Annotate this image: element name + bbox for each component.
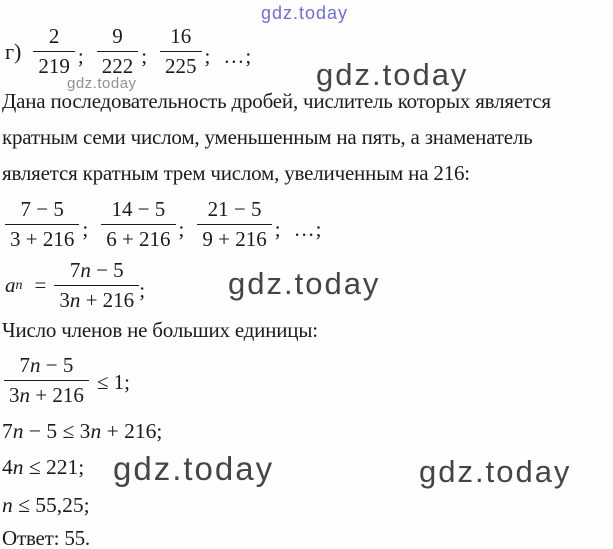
fraction-denominator: 3 + 216 [10, 227, 75, 251]
fraction-denominator: 219 [38, 54, 70, 78]
fraction-numerator: 2 [33, 24, 75, 52]
fraction-denominator: 3n + 216 [9, 383, 84, 407]
fraction-numerator: 14 − 5 [101, 197, 175, 225]
separator: ; [141, 44, 148, 68]
separator: ; [204, 44, 211, 68]
watermark-top: gdz.today [261, 3, 349, 23]
solution-step-3: n ≤ 55,25; [2, 493, 90, 517]
watermark-under-fractions: gdz.today [67, 75, 137, 92]
fraction-numerator: 7n − 5 [54, 258, 139, 286]
fraction [5, 197, 79, 252]
fraction-numerator: 7 − 5 [5, 197, 79, 225]
watermark-mid: gdz.today [228, 266, 381, 301]
inequality-relation: ≤ 1; [96, 370, 130, 394]
solution-step-2: 4n ≤ 221; [2, 455, 85, 479]
condition-text: Число членов не больших единицы: [2, 318, 318, 342]
separator: ; [82, 217, 89, 241]
fraction-denominator: 3n + 216 [59, 288, 135, 312]
subscript-n: n [15, 277, 23, 293]
equals-sign: = [34, 273, 47, 297]
semicolon: ; [139, 278, 146, 302]
watermark-bottom-left: gdz.today [113, 450, 275, 487]
fraction-numerator: 9 [97, 24, 139, 52]
fraction-denominator: 225 [165, 54, 197, 78]
inequality-formula [4, 353, 130, 408]
fraction-numerator: 21 − 5 [197, 197, 271, 225]
fraction [33, 24, 75, 79]
fraction [101, 197, 175, 252]
watermark-bottom-right: gdz.today [419, 454, 572, 489]
fraction-numerator: 16 [160, 24, 202, 52]
fraction-denominator: 6 + 216 [106, 227, 171, 251]
ellipsis: …; [223, 44, 253, 68]
fraction [197, 197, 271, 252]
separator: ; [77, 44, 84, 68]
expanded-sequence-line [5, 197, 322, 252]
item-label: г) [5, 38, 22, 64]
fraction-numerator: 7n − 5 [4, 353, 89, 381]
separator: ; [274, 217, 281, 241]
description-line-3: является кратным трем числом, увеличенным на 216: [2, 161, 470, 185]
fraction-denominator: 9 + 216 [202, 227, 267, 251]
separator: ; [178, 217, 185, 241]
fraction-denominator: 222 [101, 54, 134, 78]
fraction [160, 24, 202, 79]
general-term-formula [5, 258, 145, 313]
variable-a: a [5, 273, 16, 297]
answer-line: Ответ: 55. [2, 526, 90, 549]
fraction [54, 258, 139, 313]
ellipsis: …; [293, 217, 323, 241]
solution-step-1: 7n − 5 ≤ 3n + 216; [2, 419, 163, 443]
watermark-paragraph: gdz.today [316, 57, 469, 92]
fraction [97, 24, 139, 79]
description-line-1: Дана последовательность дробей, числитель которых является [2, 89, 551, 113]
description-line-2: кратным семи числом, уменьшенным на пять, а знаменатель [2, 125, 533, 149]
fraction [4, 353, 89, 408]
problem-sequence-line [5, 24, 252, 79]
